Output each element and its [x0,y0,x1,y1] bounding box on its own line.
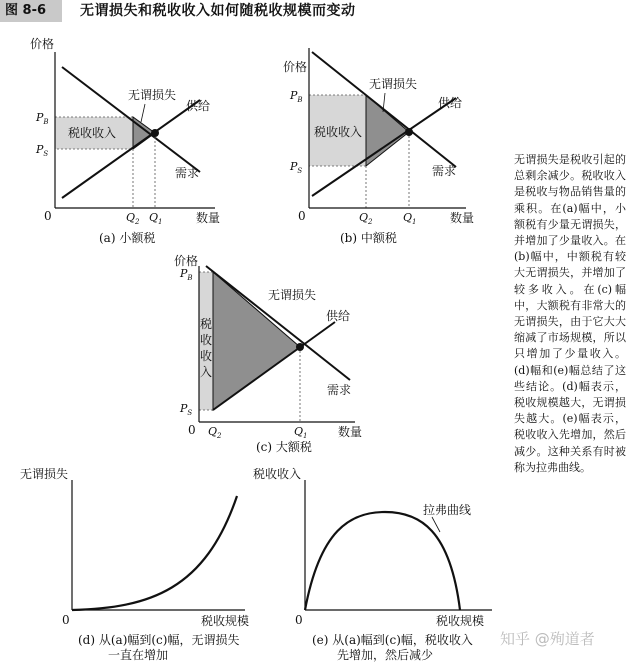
revenue-label: 税收收入 [314,125,363,139]
y-axis-label: 无谓损失 [20,467,69,481]
y-axis-label: 价格 [283,60,308,74]
deadweight-label: 无谓损失 [128,88,177,102]
q1-label: $Q_1$ [403,211,417,226]
supply-label: 供给 [186,99,211,113]
panel-c [174,253,362,454]
panel-caption-line2: 先增加，然后减少 [337,648,434,662]
revenue-label-char: 税 [200,317,213,331]
ps-label: $P_S$ [36,143,49,158]
x-axis-label: 税收规模 [436,614,485,628]
deadweight-curve [72,496,237,610]
q1-label: $Q_1$ [149,211,163,226]
watermark: 知乎 @殉道者 [500,630,595,648]
ps-label: $P_S$ [290,160,303,175]
x-axis-label: 税收规模 [201,614,250,628]
demand-label: 需求 [175,166,200,180]
panel-caption: (b) 中额税 [340,231,397,245]
panel-caption-line1: (e) 从(a)幅到(c)幅，税收收入 [312,633,473,647]
equilibrium-point [151,129,159,137]
deadweight-label: 无谓损失 [369,77,418,91]
curve-label: 拉弗曲线 [423,503,472,517]
panel-caption: (a) 小额税 [99,231,156,245]
panel-d [20,466,249,662]
origin-label: 0 [298,209,306,223]
y-axis-label: 价格 [174,254,199,268]
revenue-label-char: 收 [200,349,213,363]
revenue-label-char: 入 [200,365,213,379]
x-axis-label: 数量 [450,211,475,225]
deadweight-label: 无谓损失 [268,288,317,302]
revenue-label: 税收收入 [68,126,117,140]
pb-label: $P_B$ [180,267,193,282]
panel-a [30,36,220,245]
equilibrium-point [405,128,413,136]
x-axis-label: 数量 [338,425,363,439]
q2-label: $Q_2$ [208,425,222,440]
pb-label: $P_B$ [290,89,303,104]
figure-title: 无谓损失和税收收入如何随税收规模而变动 [80,3,356,19]
panel-b [283,48,474,245]
origin-label: 0 [44,209,52,223]
panel-caption-line2: 一直在增加 [108,648,169,662]
q2-label: $Q_2$ [359,211,373,226]
demand-label: 需求 [432,164,457,178]
supply-label: 供给 [438,96,463,110]
origin-label: 0 [295,613,303,627]
panel-e [253,466,492,662]
x-axis-label: 数量 [196,211,221,225]
supply-label: 供给 [326,309,351,323]
revenue-label-char: 收 [200,333,213,347]
figure-number: 图 8-6 [0,0,62,22]
y-axis-label: 价格 [30,37,55,51]
q2-label: $Q_2$ [126,211,140,226]
side-note: 无谓损失是税收引起的总剩余减少。税收收入是税收与物品销售量的乘积。在(a)幅中，小额税有少量无谓损失，并增加了少量收入。在(b)幅中，中额税有较大无谓损失，并增加了较多收入。在(c)幅中，大额税有非常大的无谓损失，由于它大大缩减了市场规模，所以只增加了少量收入。(d)幅和(e)幅总结了这些结论。(d)幅表示，税收规模越大，无谓损失越大。(e)幅表示，税收收入先增加，然后减少。这种关系有时被称为拉弗曲线。 [514,153,626,474]
q1-label: $Q_1$ [294,425,308,440]
panel-caption-line1: (d) 从(a)幅到(c)幅，无谓损失 [78,633,240,647]
origin-label: 0 [188,423,196,437]
equilibrium-point [296,343,304,351]
origin-label: 0 [62,613,70,627]
panel-caption: (c) 大额税 [256,440,312,454]
pb-label: $P_B$ [36,111,49,126]
y-axis-label: 税收收入 [253,467,302,481]
demand-label: 需求 [327,383,352,397]
ps-label: $P_S$ [180,402,193,417]
